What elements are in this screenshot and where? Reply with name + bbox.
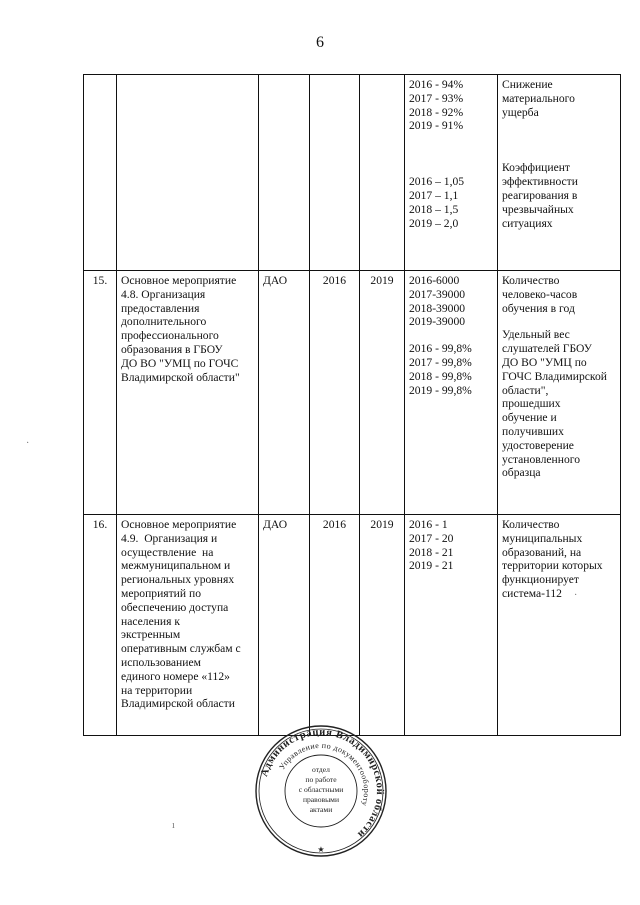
indicator-line: функционирует xyxy=(502,573,579,587)
executor-cell: ДАО xyxy=(259,515,310,736)
indicator-line: получивших xyxy=(502,424,564,438)
indicator-line: слушателей ГБОУ xyxy=(502,342,592,356)
event-line: экстренным xyxy=(121,628,181,642)
target-value: 2018-39000 xyxy=(409,301,466,315)
indicator-line: Количество xyxy=(502,274,560,287)
indicator-line: области", xyxy=(502,383,549,397)
target-value: 2016 – 1,05 xyxy=(409,175,465,189)
event-line: 4.9. Организация и xyxy=(121,531,218,545)
event-line: 4.8. Организация xyxy=(121,287,206,301)
event-line: на территории xyxy=(121,683,193,697)
end-year-cell xyxy=(360,75,405,271)
indicator-line: Снижение xyxy=(502,78,553,91)
seal-center-line: правовыми xyxy=(302,795,340,804)
start-year-cell: 2016 xyxy=(310,271,360,515)
indicator-cell xyxy=(498,515,621,736)
indicator-cell xyxy=(498,271,621,515)
event-line: Основное мероприятие xyxy=(121,518,237,531)
target-value: 2016 - 94% xyxy=(409,78,464,91)
event-line: предоставления xyxy=(121,301,200,315)
table-row xyxy=(84,75,621,271)
target-value: 2017 - 99,8% xyxy=(409,355,472,369)
event-line: образования в ГБОУ xyxy=(121,342,223,356)
indicator-cell xyxy=(498,75,621,271)
event-line: использованием xyxy=(121,655,201,669)
indicator-line: система-112 xyxy=(502,586,562,600)
target-values-cell xyxy=(405,271,498,515)
indicator-line: территории которых xyxy=(502,559,603,573)
indicator-line: материального xyxy=(502,91,575,105)
event-line: Владимирской области xyxy=(121,697,235,711)
indicator-line: эффективности xyxy=(502,175,578,189)
indicator-line: Количество xyxy=(502,518,560,531)
event-line: населения к xyxy=(121,614,180,628)
event-line: профессионального xyxy=(121,329,219,343)
indicator-line: ДО ВО "УМЦ по xyxy=(502,355,587,369)
event-line: межмуниципальном и xyxy=(121,559,231,573)
event-cell xyxy=(117,515,259,736)
target-values-cell xyxy=(405,75,498,271)
end-year-cell: 2019 xyxy=(360,515,405,736)
indicator-line: удостоверение xyxy=(502,438,574,452)
event-line: ДО ВО "УМЦ по ГОЧС xyxy=(121,356,239,370)
official-seal xyxy=(254,724,388,858)
seal-center-line: актами xyxy=(309,805,333,814)
svg-text:★: ★ xyxy=(317,845,325,854)
row-number xyxy=(84,75,117,271)
event-line: Основное мероприятие xyxy=(121,274,237,287)
target-value: 2019 – 2,0 xyxy=(409,216,459,230)
executor-cell: ДАО xyxy=(259,271,310,515)
indicator-line: ГОЧС Владимирской xyxy=(502,369,607,383)
event-cell xyxy=(117,271,259,515)
seal-center-line: с областными xyxy=(298,785,344,794)
target-value: 2018 – 1,5 xyxy=(409,202,459,216)
table-row xyxy=(84,271,621,515)
indicator-line: установленного xyxy=(502,452,581,466)
indicator-line: муниципальных xyxy=(502,531,583,545)
indicator-line: обучение и xyxy=(502,411,557,425)
row-number: 15. xyxy=(84,271,117,515)
target-value: 2019 - 21 xyxy=(409,559,454,573)
target-value: 2018 - 99,8% xyxy=(409,369,472,383)
indicator-line: прошедших xyxy=(502,397,561,411)
event-line: оперативным службам с xyxy=(121,642,241,656)
indicator-line: образований, на xyxy=(502,545,582,559)
target-value: 2016 - 99,8% xyxy=(409,342,472,356)
row-number: 16. xyxy=(84,515,117,736)
indicator-line: ситуациях xyxy=(502,216,553,230)
indicator-line: человеко-часов xyxy=(502,287,578,301)
indicator-line: ущерба xyxy=(502,105,539,119)
target-value: 2019-39000 xyxy=(409,315,466,329)
indicator-line: реагирования в xyxy=(502,188,578,202)
seal-center-line: по работе xyxy=(305,775,337,784)
indicator-line: чрезвычайных xyxy=(502,202,574,216)
end-year-cell: 2019 xyxy=(360,271,405,515)
program-events-table xyxy=(83,74,621,736)
seal-icon xyxy=(254,724,388,858)
event-line: Владимирской области" xyxy=(121,370,240,384)
svg-text:Управление по документообороту: Управление по документообороту xyxy=(277,740,372,808)
executor-cell xyxy=(259,75,310,271)
event-line: дополнительного xyxy=(121,315,207,329)
target-value: 2017 - 93% xyxy=(409,91,464,105)
table-row xyxy=(84,515,621,736)
event-line: обеспечению доступа xyxy=(121,600,229,614)
indicator-line: Коэффициент xyxy=(502,161,570,175)
start-year-cell: 2016 xyxy=(310,515,360,736)
start-year-cell xyxy=(310,75,360,271)
page-number: 6 xyxy=(316,34,324,51)
target-value: 2018 - 21 xyxy=(409,545,454,559)
target-value: 2016 - 1 xyxy=(409,518,448,531)
indicator-line: Удельный вес xyxy=(502,328,570,342)
target-values-cell xyxy=(405,515,498,736)
target-value: 2017 - 20 xyxy=(409,531,454,545)
target-value: 2019 - 99,8% xyxy=(409,383,472,397)
target-value: 2017-39000 xyxy=(409,287,466,301)
svg-text:Администрация Владимирской обл: Администрация Владимирской области xyxy=(259,726,386,840)
seal-center-line: отдел xyxy=(312,765,330,774)
event-line: мероприятий по xyxy=(121,586,201,600)
indicator-line: обучения в год xyxy=(502,301,575,315)
event-line: региональных уровнях xyxy=(121,573,235,587)
event-cell xyxy=(117,75,259,271)
indicator-line: образца xyxy=(502,466,541,480)
target-value: 2016-6000 xyxy=(409,274,460,287)
target-value: 2018 - 92% xyxy=(409,105,464,119)
event-line: осуществление на xyxy=(121,545,214,559)
event-line: единого номере «112» xyxy=(121,669,230,683)
target-value: 2017 – 1,1 xyxy=(409,188,459,202)
target-value: 2019 - 91% xyxy=(409,119,464,133)
